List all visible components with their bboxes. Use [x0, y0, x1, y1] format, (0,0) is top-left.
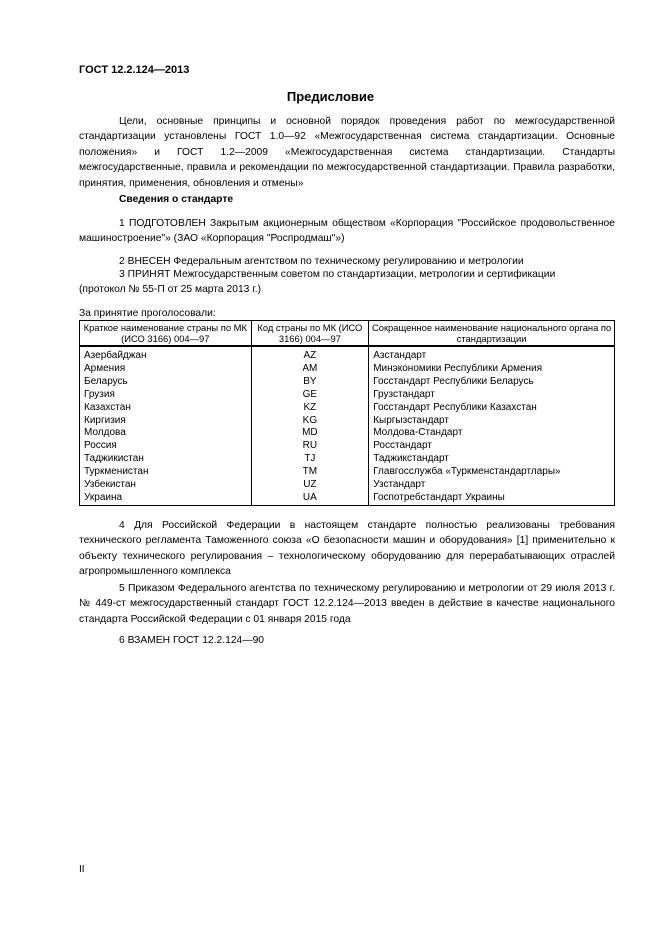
standards-body: Азстандарт: [369, 346, 615, 363]
item-3-paragraph: [79, 267, 615, 298]
countries-table: [79, 320, 615, 506]
country-name: Беларусь: [80, 376, 252, 389]
country-name: Узбекистан: [80, 479, 252, 492]
standards-body: Госстандарт Республики Беларусь: [369, 376, 615, 389]
standards-body: Кыргызстандарт: [369, 415, 615, 428]
country-name: Грузия: [80, 389, 252, 402]
country-name: Туркменистан: [80, 466, 252, 479]
standards-body: Росстандарт: [369, 440, 615, 453]
table-row: [80, 466, 615, 479]
vote-label: За принятие проголосовали:: [79, 308, 216, 319]
country-code: AM: [251, 363, 369, 376]
page-title: Предисловие: [286, 89, 375, 104]
country-name: Украина: [80, 492, 252, 505]
country-name: Россия: [80, 440, 252, 453]
table-row: [80, 402, 615, 415]
intro-paragraph: Цели, основные принципы и основной порядок проведения работ по межгосударственной стандартизации установлены ГОСТ 1.0—92 «Межгосударственная система стандартизации. Основные положения» и ГОСТ 1.2—2009 «Межгосударственная система стандартизации. Стандарты межгосударственные, правила и рекомендации по межгосударственной стандартизации. Правила разработки, принятия, применения, обновления и отмены»: [79, 116, 615, 189]
section-subheading: Сведения о стандарте: [119, 194, 234, 205]
table-row: [80, 415, 615, 428]
header-country-code: Код страны по МК (ИСО 3166) 004—97: [251, 321, 369, 347]
item-2-paragraph: 2 ВНЕСЕН Федеральным агентством по техническому регулированию и метрологии: [119, 256, 524, 267]
item-6-paragraph: 6 ВЗАМЕН ГОСТ 12.2.124—90: [119, 635, 265, 646]
item-5-paragraph: 5 Приказом Федерального агентства по техническому регулированию и метрологии от 29 июля 2013 г. № 449-ст межгосударственный стандарт ГОСТ 12.2.124—2013 введен в действие в качестве национального стандарта Российской Федерации с 01 января 2015 года: [79, 583, 615, 625]
country-name: Армения: [80, 363, 252, 376]
standards-body: Таджикстандарт: [369, 453, 615, 466]
table-row: [80, 389, 615, 402]
item-1-paragraph: 1 ПОДГОТОВЛЕН Закрытым акционерным обществом «Корпорация "Российское продовольственное машиностроение"» (ЗАО «Корпорация "Роспродмаш"»): [79, 218, 615, 245]
item-3-line-1: 3 ПРИНЯТ Межгосударственным советом по стандартизации, метрологии и сертификации: [119, 269, 556, 280]
country-code: MD: [251, 427, 369, 440]
table-row: [80, 479, 615, 492]
table-row: [80, 492, 615, 505]
country-code: TJ: [251, 453, 369, 466]
table-row: [80, 363, 615, 376]
standards-body: Минэкономики Республики Армения: [369, 363, 615, 376]
item-3-line-2: (протокол № 55-П от 25 марта 2013 г.): [79, 284, 262, 296]
country-code: AZ: [251, 346, 369, 363]
country-name: Молдова: [80, 427, 252, 440]
standards-body: Молдова-Стандарт: [369, 427, 615, 440]
country-code: KG: [251, 415, 369, 428]
standards-body: Госстандарт Республики Казахстан: [369, 402, 615, 415]
standards-body: Грузстандарт: [369, 389, 615, 402]
page-number: II: [79, 864, 85, 875]
table-row: [80, 376, 615, 389]
country-code: GE: [251, 389, 369, 402]
country-code: UA: [251, 492, 369, 505]
table-row: [80, 346, 615, 363]
header-standards-body: Сокращенное наименование национального органа по стандартизации: [369, 321, 615, 347]
country-name: Азербайджан: [80, 346, 252, 363]
country-name: Таджикистан: [80, 453, 252, 466]
item-4-paragraph: 4 Для Российской Федерации в настоящем стандарте полностью реализованы требования технического регламента Таможенного союза «О безопасности машин и оборудования» [1] применительно к объекту технического регулирования – технологическому оборудованию для перерабатывающих отраслей агропромышленного комплекса: [79, 520, 615, 578]
header-country-name: Краткое наименование страны по МК (ИСО 3166) 004—97: [80, 321, 252, 347]
document-header: ГОСТ 12.2.124—2013: [79, 64, 190, 76]
table-row: [80, 427, 615, 440]
table-row: [80, 440, 615, 453]
country-name: Казахстан: [80, 402, 252, 415]
country-code: BY: [251, 376, 369, 389]
table-row: [80, 453, 615, 466]
country-name: Киргизия: [80, 415, 252, 428]
standards-body: Госпотребстандарт Украины: [369, 492, 615, 505]
standards-body: Главгосслужба «Туркменстандартлары»: [369, 466, 615, 479]
standards-body: Узстандарт: [369, 479, 615, 492]
country-code: TM: [251, 466, 369, 479]
country-code: UZ: [251, 479, 369, 492]
table-header-row: [80, 321, 615, 347]
country-code: KZ: [251, 402, 369, 415]
country-code: RU: [251, 440, 369, 453]
